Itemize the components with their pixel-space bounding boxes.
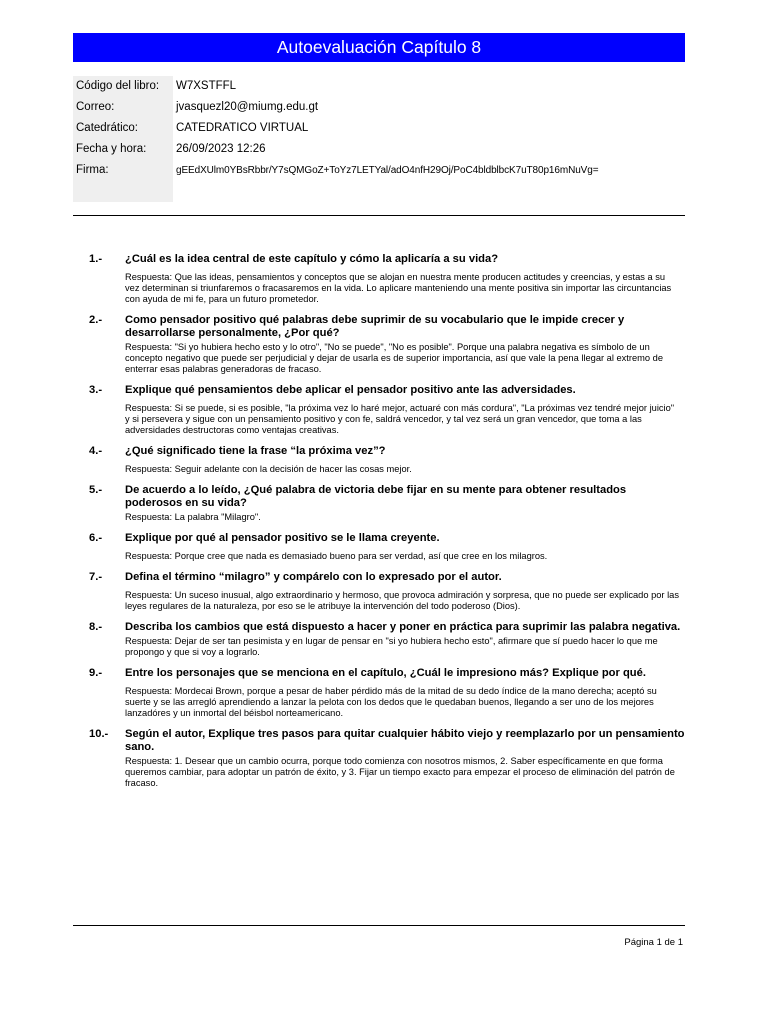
info-row-book-code bbox=[73, 76, 685, 97]
question-item bbox=[73, 484, 685, 523]
question-text: Defina el término “milagro” y compárelo con lo expresado por el autor. bbox=[125, 571, 502, 583]
answer-text: Respuesta: Seguir adelante con la decisión de hacer las cosas mejor. bbox=[125, 464, 412, 474]
info-value: 26/09/2023 12:26 bbox=[176, 143, 266, 155]
divider-top bbox=[73, 215, 685, 216]
question-number: 4.- bbox=[89, 445, 103, 457]
info-row-signature bbox=[73, 160, 685, 202]
info-row-email bbox=[73, 97, 685, 118]
divider-bottom bbox=[73, 925, 685, 926]
info-value: CATEDRATICO VIRTUAL bbox=[176, 122, 309, 134]
signature-value: gEEdXUlm0YBsRbbr/Y7sQMGoZ+ToYz7LETYal/adO4nfH29Oj/PoC4bldblbcK7uT80p16mNuVg= bbox=[176, 165, 599, 176]
question-list bbox=[73, 253, 685, 798]
page-number: Página 1 de 1 bbox=[624, 937, 683, 948]
question-text: Según el autor, Explique tres pasos para quitar cualquier hábito viejo y reemplazarlo por un pensamiento sano. bbox=[125, 728, 685, 753]
answer-text: Respuesta: 1. Desear que un cambio ocurra, porque todo comienza con nosotros mismos, 2. Saber específicamente en que forma queremos cambiar, para adoptar un patrón de éxito, y 3. Fijar un tiempo exacto para empezar el proceso de eliminación del patrón de fracaso. bbox=[125, 756, 675, 788]
question-item bbox=[73, 384, 685, 436]
info-row-datetime bbox=[73, 139, 685, 160]
question-item bbox=[73, 621, 685, 658]
info-table bbox=[73, 76, 685, 202]
question-text: De acuerdo a lo leído, ¿Qué palabra de victoria debe fijar en su mente para obtener resultados poderosos en su vida? bbox=[125, 484, 627, 509]
page-title: Autoevaluación Capítulo 8 bbox=[73, 33, 685, 62]
question-number: 5.- bbox=[89, 484, 103, 496]
question-text: Explique qué pensamientos debe aplicar el pensador positivo ante las adversidades. bbox=[125, 384, 576, 396]
question-number: 6.- bbox=[89, 532, 103, 544]
info-label: Firma: bbox=[73, 160, 173, 202]
question-text: Describa los cambios que está dispuesto a hacer y poner en práctica para suprimir las palabra negativa. bbox=[125, 621, 681, 633]
question-number: 7.- bbox=[89, 571, 103, 583]
answer-text: Respuesta: Que las ideas, pensamientos y conceptos que se alojan en nuestra mente producen actitudes y creencias, y estas a su vez determinan si triunfaremos o fracasaremos en la vida. Lo aplicare manteniendo una mente positiva sin importar las circuntancias con ayuda de mi fe, para un futuro prometedor. bbox=[125, 272, 672, 304]
info-value: W7XSTFFL bbox=[176, 80, 237, 92]
answer-text: Respuesta: La palabra "Milagro". bbox=[125, 512, 261, 522]
answer-text: Respuesta: Mordecai Brown, porque a pesar de haber pérdido más de la mitad de su dedo índice de la mano derecha; aceptó su suerte y se las arregló aprendiendo a lanzar la pelota con los dedos que le quedaban buenos, llegando a ser uno de los mejores lanzadóres y un inmortal del béisbol norteamericano. bbox=[125, 686, 657, 718]
question-number: 8.- bbox=[89, 621, 103, 633]
answer-text: Respuesta: "Si yo hubiera hecho esto y lo otro", "No se puede", "No es posible". Porque una palabra negativa es símbolo de un concepto negativo que puede ser perjudicial y dejar de usarla es de superior importancia, así que vale la pena llegar al extremo de enterrar esas palabras generadoras de fracaso. bbox=[125, 342, 663, 374]
question-item bbox=[73, 253, 685, 305]
answer-text: Respuesta: Dejar de ser tan pesimista y en lugar de pensar en "si yo hubiera hecho esto", afirmare que sí puedo hacer lo que me propongo y que si voy a lograrlo. bbox=[125, 636, 658, 657]
answer-text: Respuesta: Porque cree que nada es demasiado bueno para ser verdad, así que cree en los milagros. bbox=[125, 551, 548, 561]
question-number: 2.- bbox=[89, 314, 103, 326]
question-number: 10.- bbox=[89, 728, 109, 740]
question-number: 1.- bbox=[89, 253, 103, 265]
info-label: Código del libro: bbox=[73, 76, 173, 97]
question-text: ¿Qué significado tiene la frase “la próxima vez”? bbox=[125, 445, 386, 457]
question-item bbox=[73, 667, 685, 719]
question-item bbox=[73, 571, 685, 612]
question-number: 3.- bbox=[89, 384, 103, 396]
info-value: jvasquezl20@miumg.edu.gt bbox=[176, 101, 319, 113]
info-row-teacher bbox=[73, 118, 685, 139]
answer-text: Respuesta: Un suceso inusual, algo extraordinario y hermoso, que provoca admiración y sorpresa, que no puede ser explicado por las leyes regulares de la naturaleza, por eso se le atribuye la intervención del todo poderoso (Dios). bbox=[125, 590, 679, 611]
question-item bbox=[73, 728, 685, 789]
question-number: 9.- bbox=[89, 667, 103, 679]
question-text: ¿Cuál es la idea central de este capítulo y cómo la aplicaría a su vida? bbox=[125, 253, 499, 265]
answer-text: Respuesta: Si se puede, si es posible, "la próxima vez lo haré mejor, actuaré con más cordura", "La próximas vez tendré mejor juicio" y si persevera y sigue con un pensamiento positivo y con fe, saldrá vencedor, y tal vez será un gran vencedor, que toma a las adversidades destructoras como ventajas creativas. bbox=[125, 403, 675, 435]
info-label: Correo: bbox=[73, 97, 173, 118]
question-text: Explique por qué al pensador positivo se le llama creyente. bbox=[125, 532, 440, 544]
question-item bbox=[73, 314, 685, 375]
question-text: Entre los personajes que se menciona en el capítulo, ¿Cuál le impresiono más? Explique por qué. bbox=[125, 667, 646, 679]
question-text: Como pensador positivo qué palabras debe suprimir de su vocabulario que le impide crecer y desarrollarse personalmente, ¿Por qué? bbox=[125, 314, 625, 339]
question-item bbox=[73, 445, 685, 475]
info-label: Fecha y hora: bbox=[73, 139, 173, 160]
info-label: Catedrático: bbox=[73, 118, 173, 139]
question-item bbox=[73, 532, 685, 562]
